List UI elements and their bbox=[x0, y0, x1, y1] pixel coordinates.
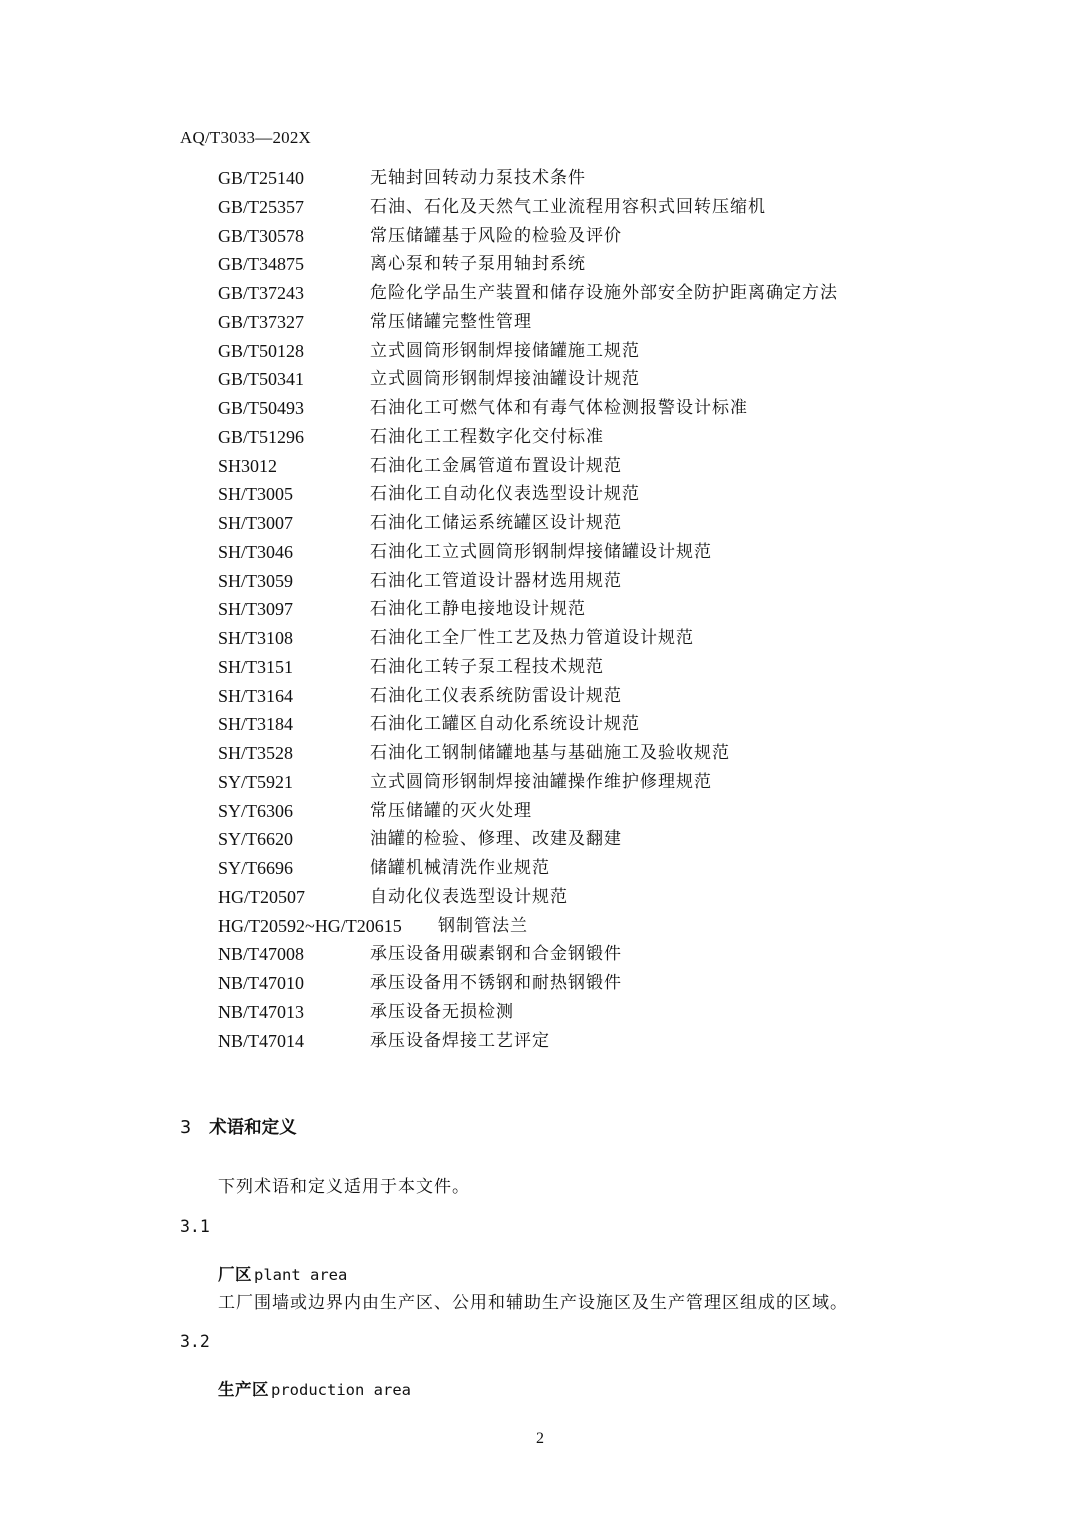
reference-title: 石油化工罐区自动化系统设计规范 bbox=[370, 714, 640, 735]
reference-code: GB/T25357 bbox=[218, 196, 305, 217]
reference-row bbox=[218, 940, 918, 969]
term-name bbox=[218, 1376, 411, 1400]
reference-title: 储罐机械清洗作业规范 bbox=[370, 858, 550, 878]
reference-row bbox=[218, 365, 918, 394]
section-number: 3 bbox=[180, 1118, 192, 1138]
reference-row bbox=[218, 624, 918, 653]
reference-code: SY/T6306 bbox=[218, 800, 294, 821]
reference-row bbox=[218, 768, 918, 797]
reference-row bbox=[218, 423, 918, 452]
term-number: 3.1 bbox=[180, 1217, 210, 1236]
reference-title: 石油化工仪表系统防雷设计规范 bbox=[370, 685, 622, 706]
term-name-en: production area bbox=[271, 1381, 411, 1399]
reference-title: 石油化工工程数字化交付标准 bbox=[370, 426, 604, 447]
reference-title: 石油化工可燃气体和有毒气体检测报警设计标准 bbox=[370, 398, 748, 418]
page-number: 2 bbox=[536, 1430, 544, 1447]
reference-row bbox=[218, 998, 918, 1027]
reference-title: 无轴封回转动力泵技术条件 bbox=[370, 168, 586, 188]
section-heading bbox=[180, 1114, 297, 1139]
reference-row bbox=[218, 452, 918, 481]
reference-code: SH/T3108 bbox=[218, 628, 294, 648]
reference-row bbox=[218, 883, 918, 912]
reference-title: 立式圆筒形钢制焊接油罐操作维护修理规范 bbox=[370, 771, 712, 792]
reference-code: GB/T50128 bbox=[218, 340, 305, 361]
reference-row bbox=[218, 538, 918, 567]
reference-row bbox=[218, 653, 918, 682]
reference-row bbox=[218, 394, 918, 423]
document-code-header: AQ/T3033—202X bbox=[180, 128, 312, 147]
reference-code: SH/T3046 bbox=[218, 541, 294, 562]
reference-title: 承压设备用不锈钢和耐热钢锻件 bbox=[370, 973, 622, 993]
reference-code: NB/T47014 bbox=[218, 1030, 305, 1051]
reference-title: 石油化工静电接地设计规范 bbox=[370, 599, 586, 620]
reference-title: 常压储罐基于风险的检验及评价 bbox=[370, 225, 622, 246]
reference-code: GB/T50493 bbox=[218, 398, 305, 418]
reference-code: GB/T34875 bbox=[218, 254, 305, 275]
reference-title: 石油化工立式圆筒形钢制焊接储罐设计规范 bbox=[370, 541, 712, 562]
reference-code: SH/T3151 bbox=[218, 656, 294, 677]
reference-row bbox=[218, 825, 918, 854]
reference-code: SY/T6696 bbox=[218, 858, 294, 878]
reference-title: 承压设备焊接工艺评定 bbox=[370, 1030, 550, 1051]
reference-code: NB/T47008 bbox=[218, 944, 305, 965]
reference-code: SH/T3007 bbox=[218, 513, 294, 533]
term-name-zh: 厂区 bbox=[218, 1265, 252, 1284]
reference-title: 常压储罐的灭火处理 bbox=[370, 800, 532, 821]
reference-title: 石油化工钢制储罐地基与基础施工及验收规范 bbox=[370, 743, 730, 763]
reference-row bbox=[218, 1027, 918, 1056]
reference-title: 立式圆筒形钢制焊接油罐设计规范 bbox=[370, 369, 640, 390]
term-number: 3.2 bbox=[180, 1332, 210, 1351]
reference-title: 立式圆筒形钢制焊接储罐施工规范 bbox=[370, 340, 640, 361]
reference-row bbox=[218, 279, 918, 308]
reference-row bbox=[218, 682, 918, 711]
reference-row bbox=[218, 250, 918, 279]
term-name bbox=[218, 1261, 347, 1285]
term-name-en: plant area bbox=[254, 1266, 348, 1284]
term-name-zh: 生产区 bbox=[218, 1380, 269, 1399]
reference-row bbox=[218, 164, 918, 193]
reference-title: 承压设备用碳素钢和合金钢锻件 bbox=[370, 944, 622, 965]
reference-row bbox=[218, 509, 918, 538]
reference-row bbox=[218, 193, 918, 222]
reference-title: 石油化工转子泵工程技术规范 bbox=[370, 656, 604, 677]
reference-code: GB/T37327 bbox=[218, 311, 305, 332]
reference-title: 石油化工储运系统罐区设计规范 bbox=[370, 513, 622, 533]
reference-row bbox=[218, 480, 918, 509]
reference-title: 自动化仪表选型设计规范 bbox=[370, 886, 568, 907]
reference-row bbox=[218, 337, 918, 366]
reference-title: 石油、石化及天然气工业流程用容积式回转压缩机 bbox=[370, 196, 766, 217]
reference-title: 石油化工自动化仪表选型设计规范 bbox=[370, 484, 640, 505]
reference-title: 离心泵和转子泵用轴封系统 bbox=[370, 254, 586, 275]
reference-code: GB/T30578 bbox=[218, 225, 305, 246]
reference-row bbox=[218, 969, 918, 998]
reference-code: NB/T47013 bbox=[218, 1001, 305, 1022]
reference-code: GB/T25140 bbox=[218, 168, 305, 188]
section-intro: 下列术语和定义适用于本文件。 bbox=[218, 1177, 470, 1197]
reference-code: SH/T3528 bbox=[218, 743, 294, 763]
reference-title: 石油化工管道设计器材选用规范 bbox=[370, 570, 622, 591]
reference-title: 石油化工全厂性工艺及热力管道设计规范 bbox=[370, 628, 694, 648]
reference-title: 常压储罐完整性管理 bbox=[370, 311, 532, 332]
reference-row bbox=[218, 710, 918, 739]
reference-title: 石油化工金属管道布置设计规范 bbox=[370, 455, 622, 476]
reference-code: HG/T20507 bbox=[218, 886, 305, 907]
reference-title: 危险化学品生产装置和储存设施外部安全防护距离确定方法 bbox=[370, 283, 838, 303]
reference-row bbox=[218, 222, 918, 251]
reference-code: SH3012 bbox=[218, 455, 278, 476]
reference-code: SY/T6620 bbox=[218, 829, 294, 850]
reference-row bbox=[218, 797, 918, 826]
reference-code: HG/T20592~HG/T20615 bbox=[218, 915, 402, 936]
reference-row bbox=[218, 595, 918, 624]
normative-reference-list bbox=[218, 164, 918, 1055]
reference-code: SH/T3164 bbox=[218, 685, 294, 706]
reference-title: 钢制管法兰 bbox=[438, 915, 528, 936]
reference-title: 承压设备无损检测 bbox=[370, 1001, 514, 1022]
reference-code: GB/T37243 bbox=[218, 283, 305, 303]
reference-code: GB/T51296 bbox=[218, 426, 305, 447]
reference-row bbox=[218, 912, 918, 941]
reference-code: SH/T3059 bbox=[218, 570, 294, 591]
reference-row bbox=[218, 567, 918, 596]
reference-code: SH/T3184 bbox=[218, 714, 294, 735]
reference-title: 油罐的检验、修理、改建及翻建 bbox=[370, 829, 622, 850]
reference-row bbox=[218, 854, 918, 883]
reference-code: SH/T3005 bbox=[218, 484, 294, 505]
reference-code: SH/T3097 bbox=[218, 599, 294, 620]
reference-code: NB/T47010 bbox=[218, 973, 305, 993]
term-definition: 工厂围墙或边界内由生产区、公用和辅助生产设施区及生产管理区组成的区域。 bbox=[218, 1293, 848, 1313]
reference-row bbox=[218, 308, 918, 337]
reference-code: SY/T5921 bbox=[218, 771, 294, 792]
reference-row bbox=[218, 739, 918, 768]
section-title: 术语和定义 bbox=[209, 1118, 297, 1138]
reference-code: GB/T50341 bbox=[218, 369, 305, 390]
